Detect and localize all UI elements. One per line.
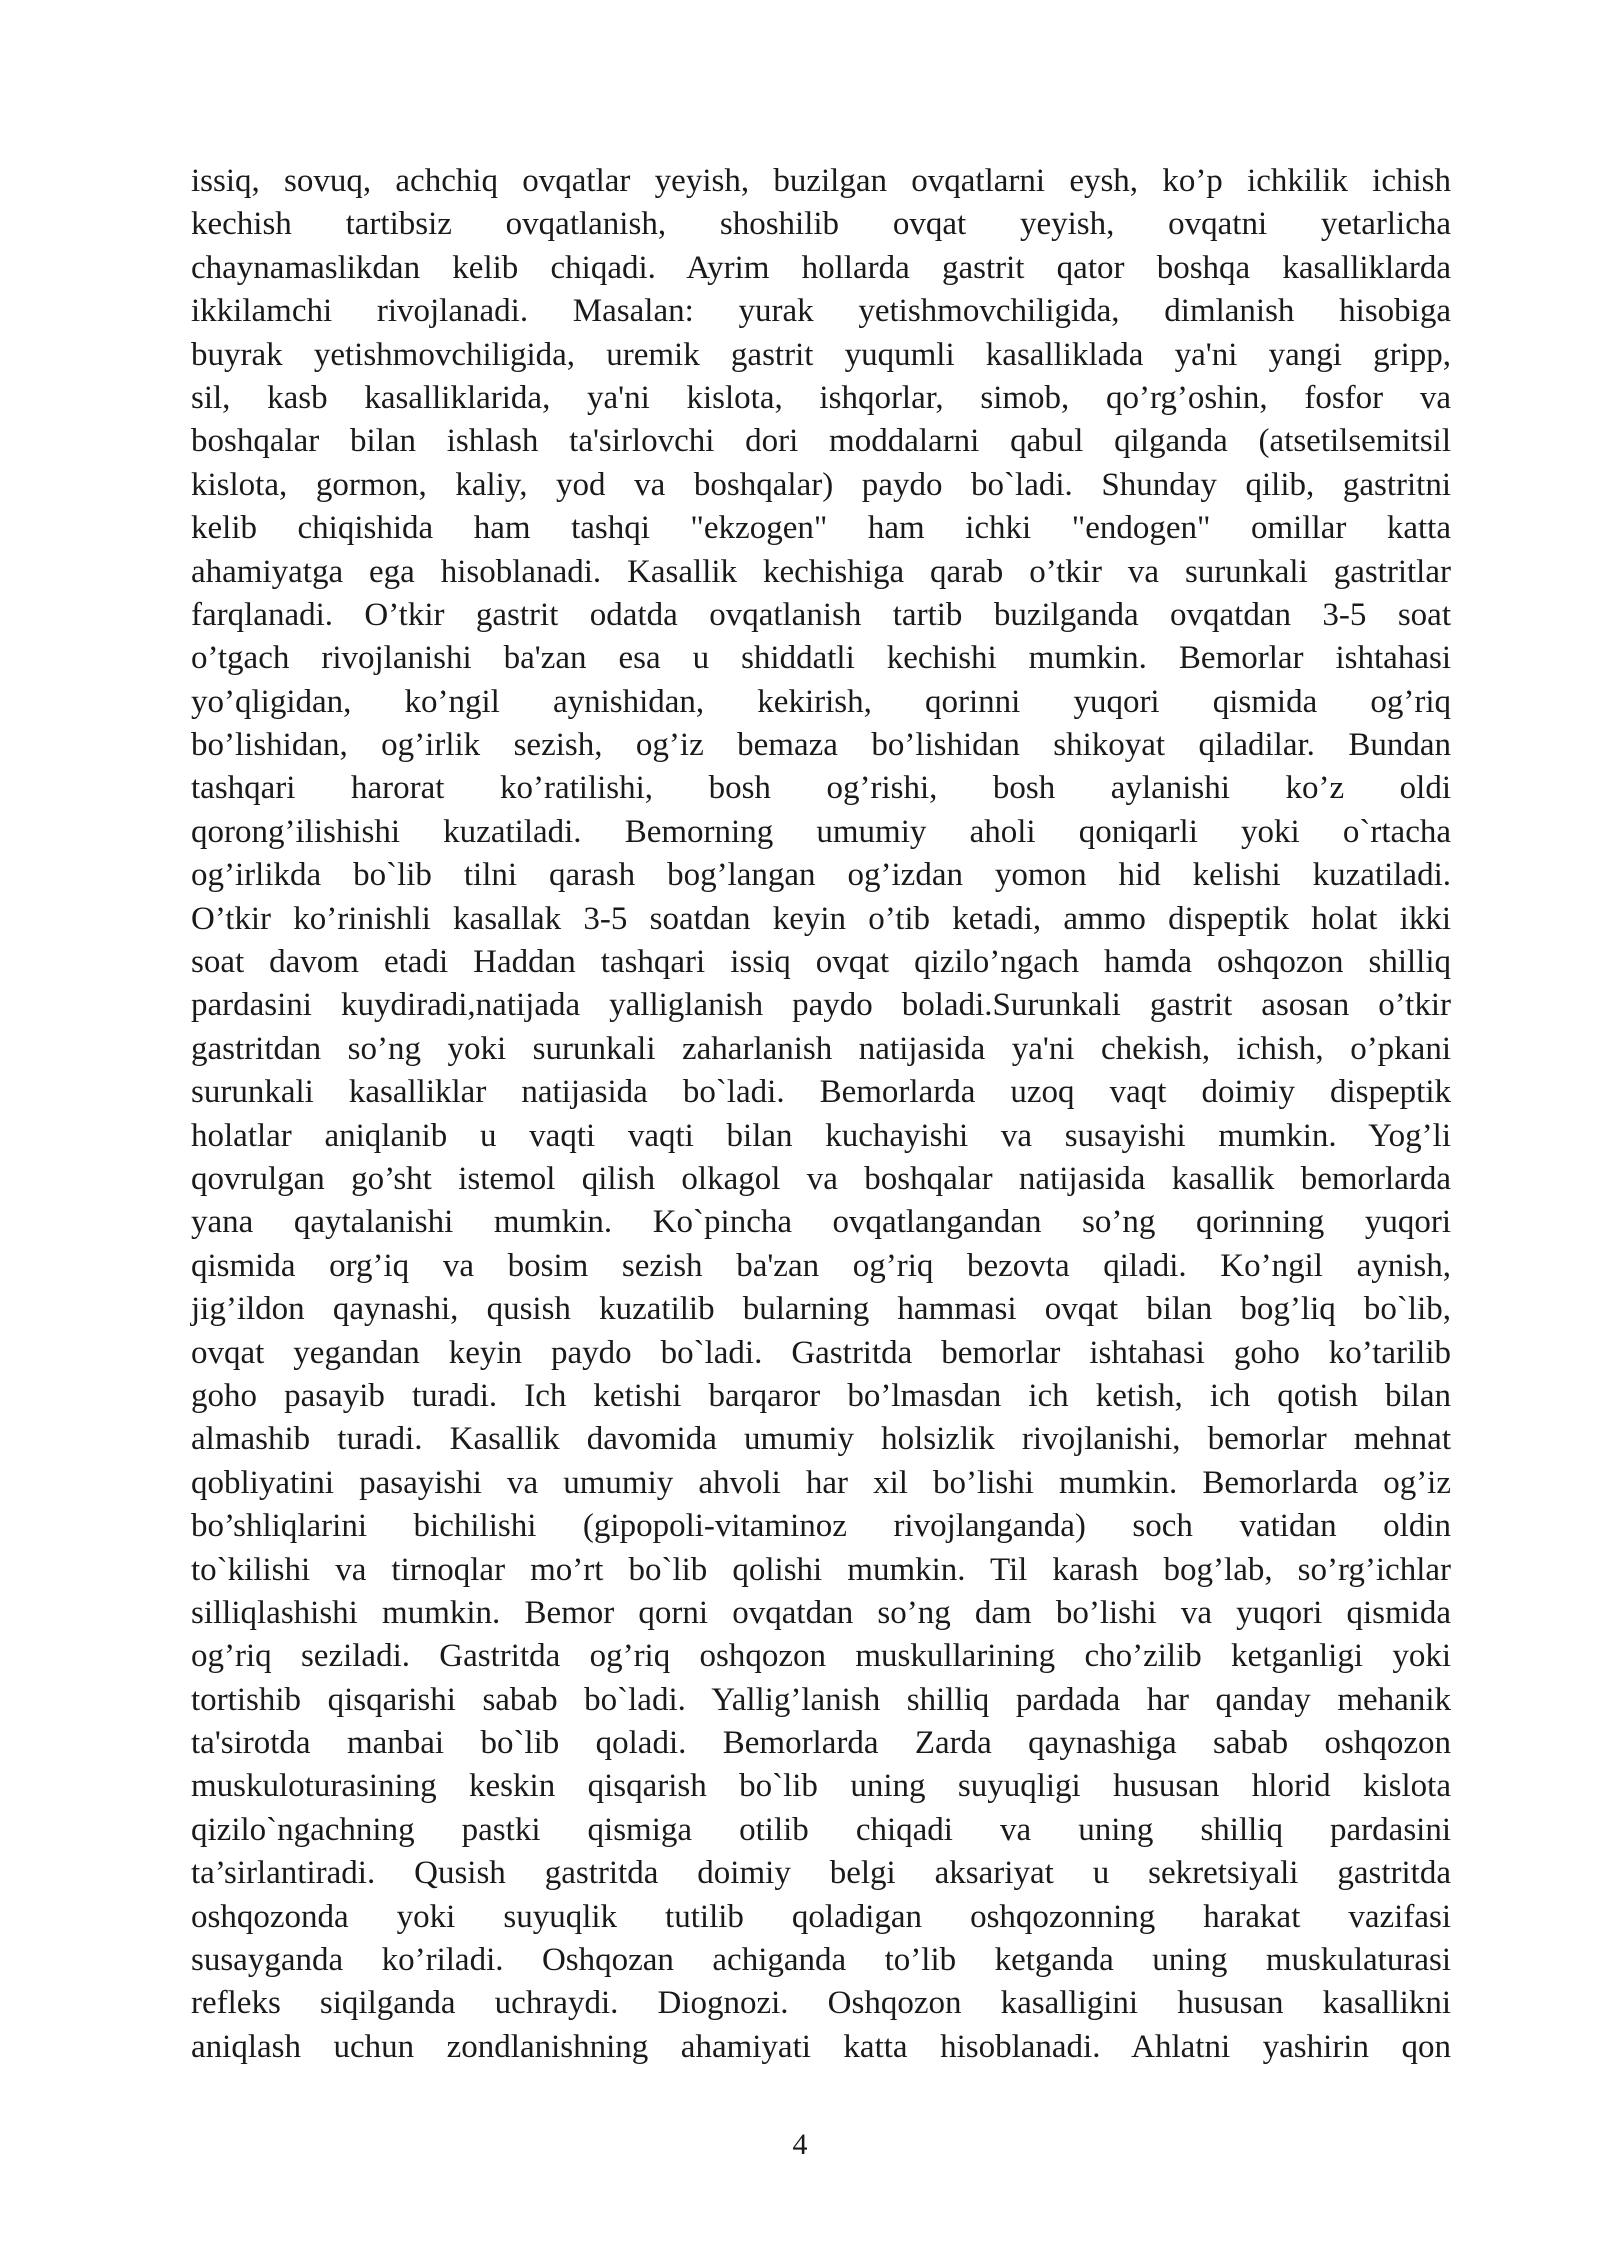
text-line: o’tgach rivojlanishi ba'zan esa u shiddatli kechishi mumkin. Bemorlar ishtahasi: [191, 640, 1451, 677]
text-line: pardasini kuydiradi,natijada yalliglanish paydo boladi.Surunkali gastrit asosan o’tkir: [191, 987, 1451, 1024]
text-line: yana qaytalanishi mumkin. Ko`pincha ovqatlangandan so’ng qorinning yuqori: [191, 1204, 1451, 1241]
text-line: ikkilamchi rivojlanadi. Masalan: yurak yetishmovchiligida, dimlanish hisobiga: [191, 293, 1451, 330]
text-line: kelib chiqishida ham tashqi "ekzogen" ham ichki "endogen" omillar katta: [191, 510, 1451, 547]
text-line: yo’qligidan, ko’ngil aynishidan, kekirish, qorinni yuqori qismida og’riq: [191, 683, 1451, 720]
text-line: jig’ildon qaynashi, qusish kuzatilib bularning hammasi ovqat bilan bog’liq bo`lib,: [191, 1291, 1451, 1328]
text-line: oshqozonda yoki suyuqlik tutilib qoladigan oshqozonning harakat vazifasi: [191, 1898, 1451, 1935]
text-line: buyrak yetishmovchiligida, uremik gastrit yuqumli kasalliklada ya'ni yangi gripp,: [191, 336, 1451, 373]
text-line: chaynamaslikdan kelib chiqadi. Ayrim hollarda gastrit qator boshqa kasalliklarda: [191, 249, 1451, 286]
text-line: susayganda ko’riladi. Oshqozan achiganda to’lib ketganda uning muskulaturasi: [191, 1942, 1451, 1979]
text-line: tortishib qisqarishi sabab bo`ladi. Yallig’lanish shilliq pardada har qanday mehanik: [191, 1681, 1451, 1718]
text-line: surunkali kasalliklar natijasida bo`ladi. Bemorlarda uzoq vaqt doimiy dispeptik: [191, 1074, 1451, 1111]
text-line: ahamiyatga ega hisoblanadi. Kasallik kechishiga qarab o’tkir va surunkali gastritlar: [191, 553, 1451, 590]
text-line: qovrulgan go’sht istemol qilish olkagol va boshqalar natijasida kasallik bemorlarda: [191, 1160, 1451, 1197]
text-line: silliqlashishi mumkin. Bemor qorni ovqatdan so’ng dam bo’lishi va yuqori qismida: [191, 1594, 1451, 1631]
text-line: to`kilishi va tirnoqlar mo’rt bo`lib qolishi mumkin. Til karash bog’lab, so’rg’ichlar: [191, 1551, 1451, 1588]
text-line: ta’sirlantiradi. Qusish gastritda doimiy belgi aksariyat u sekretsiyali gastritda: [191, 1855, 1451, 1892]
text-line: bo’shliqlarini bichilishi (gipopoli-vitaminoz rivojlanganda) soch vatidan oldin: [191, 1508, 1451, 1545]
text-line: kislota, gormon, kaliy, yod va boshqalar) paydo bo`ladi. Shunday qilib, gastritni: [191, 466, 1451, 503]
text-line: boshqalar bilan ishlash ta'sirlovchi dori moddalarni qabul qilganda (atsetilsemitsil: [191, 423, 1451, 460]
text-line: issiq, sovuq, achchiq ovqatlar yeyish, buzilgan ovqatlarni eysh, ko’p ichkilik ichish: [191, 163, 1451, 199]
text-line: qorong’ilishishi kuzatiladi. Bemorning umumiy aholi qoniqarli yoki o`rtacha: [191, 813, 1451, 850]
text-line: kechish tartibsiz ovqatlanish, shoshilib ovqat yeyish, ovqatni yetarlicha: [191, 206, 1451, 243]
text-line: holatlar aniqlanib u vaqti vaqti bilan kuchayishi va susayishi mumkin. Yog’li: [191, 1117, 1451, 1154]
text-line: goho pasayib turadi. Ich ketishi barqaror bo’lmasdan ich ketish, ich qotish bilan: [191, 1377, 1451, 1414]
text-line: gastritdan so’ng yoki surunkali zaharlanish natijasida ya'ni chekish, ichish, o’pkani: [191, 1030, 1451, 1067]
page-number: 4: [792, 2128, 808, 2161]
text-line: almashib turadi. Kasallik davomida umumiy holsizlik rivojlanishi, bemorlar mehnat: [191, 1421, 1451, 1458]
text-line: tashqari harorat ko’ratilishi, bosh og’rishi, bosh aylanishi ko’z oldi: [191, 770, 1451, 807]
text-line: og’riq seziladi. Gastritda og’riq oshqozon muskullarining cho’zilib ketganligi yoki: [191, 1638, 1451, 1675]
text-line: farqlanadi. O’tkir gastrit odatda ovqatlanish tartib buzilganda ovqatdan 3-5 soat: [191, 596, 1451, 633]
text-line: soat davom etadi Haddan tashqari issiq ovqat qizilo’ngach hamda oshqozon shilliq: [191, 944, 1451, 981]
text-line: O’tkir ko’rinishli kasallak 3-5 soatdan keyin o’tib ketadi, ammo dispeptik holat ikki: [191, 900, 1451, 937]
text-line: qismida org’iq va bosim sezish ba'zan og’riq bezovta qiladi. Ko’ngil aynish,: [191, 1247, 1451, 1284]
text-line: bo’lishidan, og’irlik sezish, og’iz bemaza bo’lishidan shikoyat qiladilar. Bundan: [191, 727, 1451, 764]
text-line: muskuloturasining keskin qisqarish bo`lib uning suyuqligi hususan hlorid kislota: [191, 1768, 1451, 1805]
text-line: ta'sirotda manbai bo`lib qoladi. Bemorlarda Zarda qaynashiga sabab oshqozon: [191, 1725, 1451, 1762]
text-line: og’irlikda bo`lib tilni qarash bog’langan og’izdan yomon hid kelishi kuzatiladi.: [191, 857, 1451, 894]
text-line: qizilo`ngachning pastki qismiga otilib chiqadi va uning shilliq pardasini: [191, 1811, 1451, 1848]
text-line: sil, kasb kasalliklarida, ya'ni kislota, ishqorlar, simob, qo’rg’oshin, fosfor va: [191, 379, 1451, 416]
text-line: qobliyatini pasayishi va umumiy ahvoli har xil bo’lishi mumkin. Bemorlarda og’iz: [191, 1464, 1451, 1501]
text-line: aniqlash uchun zondlanishning ahamiyati katta hisoblanadi. Ahlatni yashirin qon: [191, 2028, 1451, 2065]
text-line: refleks siqilganda uchraydi. Diognozi. Oshqozon kasalligini hususan kasallikni: [191, 1985, 1451, 2022]
text-line: ovqat yegandan keyin paydo bo`ladi. Gastritda bemorlar ishtahasi goho ko’tarilib: [191, 1334, 1451, 1371]
body-text: [191, 160, 1451, 2069]
